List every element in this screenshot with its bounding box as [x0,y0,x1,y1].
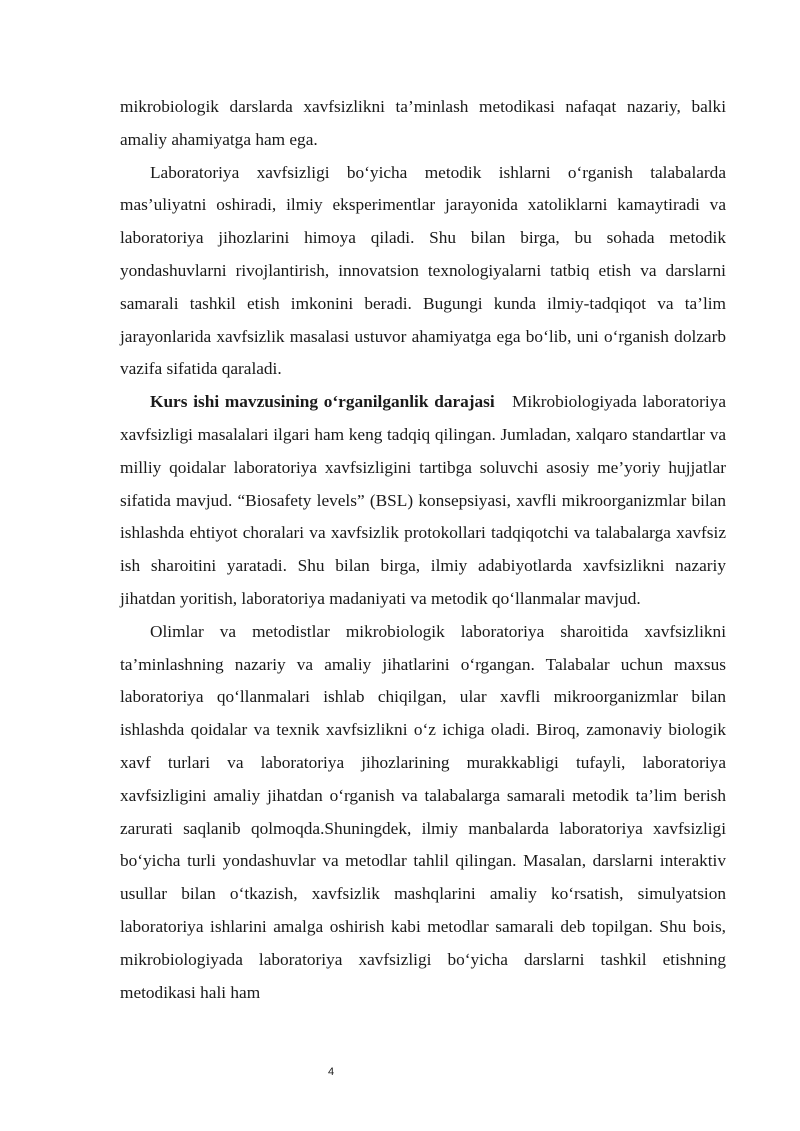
paragraph-study-level [120,386,726,616]
section-heading: Kurs ishi mavzusining o‘rganilganlik darajasi [150,392,495,412]
paragraph-continuation: mikrobiologik darslarda xavfsizlikni ta’minlash metodikasi nafaqat nazariy, balki amaliy ahamiyatga ham ega. [120,97,726,149]
paragraph-methodology: Laboratoriya xavfsizligi bo‘yicha metodik ishlarni o‘rganish talabalarda mas’uliyatni oshiradi, ilmiy eksperimentlar jarayonida xatoliklarni kamaytiradi va laboratoriya jihozlarini himoya qiladi. Shu bilan birga, bu sohada metodik yondashuvlarni rivojlantirish, innovatsion texnologiyalarni tatbiq etish va darslarni samarali tashkil etish imkonini beradi. Bugungi kunda ilmiy-tadqiqot va ta’lim jarayonlarida xavfsizlik masalasi ustuvor ahamiyatga ega bo‘lib, uni o‘rganish dolzarb vazifa sifatida qaraladi. [120,162,726,379]
page-number: 4 [328,1066,335,1078]
body-text [120,91,726,1009]
section-body: Mikrobiologiyada laboratoriya xavfsizligi masalalari ilgari ham keng tadqiq qilingan. Jumladan, xalqaro standartlar va milliy qoidalar laboratoriya xavfsizligini tartibga soluvchi asosiy me’yoriy hujjatlar sifatida mavjud. “Biosafety levels” (BSL) konsepsiyasi, xavfli mikroorganizmlar bilan ishlashda ehtiyot choralari va xavfsizlik protokollari tadqiqotchi va talabalarga xavfsiz ish sharoitini yaratadi. Shu bilan birga, ilmiy adabiyotlarda xavfsizlikni nazariy jihatdan yoritish, laboratoriya madaniyati va metodik qo‘llanmalar mavjud. [120,392,726,608]
paragraph-scientists: Olimlar va metodistlar mikrobiologik laboratoriya sharoitida xavfsizlikni ta’minlashning nazariy va amaliy jihatlarini o‘rgangan. Talabalar uchun maxsus laboratoriya qo‘llanmalari ishlab chiqilgan, ular xavfli mikroorganizmlar bilan ishlashda qoidalar va texnik xavfsizlikni o‘z ichiga oladi. Biroq, zamonaviy biologik xavf turlari va laboratoriya jihozlarining murakkabligi tufayli, laboratoriya xavfsizligini amaliy jihatdan o‘rganish va talabalarga samarali metodik ta’lim berish zarurati saqlanib qolmoqda.Shuningdek, ilmiy manbalarda laboratoriya xavfsizligi bo‘yicha turli yondashuvlar va metodlar tahlil qilingan. Masalan, darslarni interaktiv usullar bilan o‘tkazish, xavfsizlik mashqlarini amaliy ko‘rsatish, simulyatsion laboratoriya ishlarini amalga oshirish kabi metodlar samarali deb topilgan. Shu bois, mikrobiologiyada laboratoriya xavfsizligi bo‘yicha darslarni tashkil etishning metodikasi hali ham [120,621,726,1002]
